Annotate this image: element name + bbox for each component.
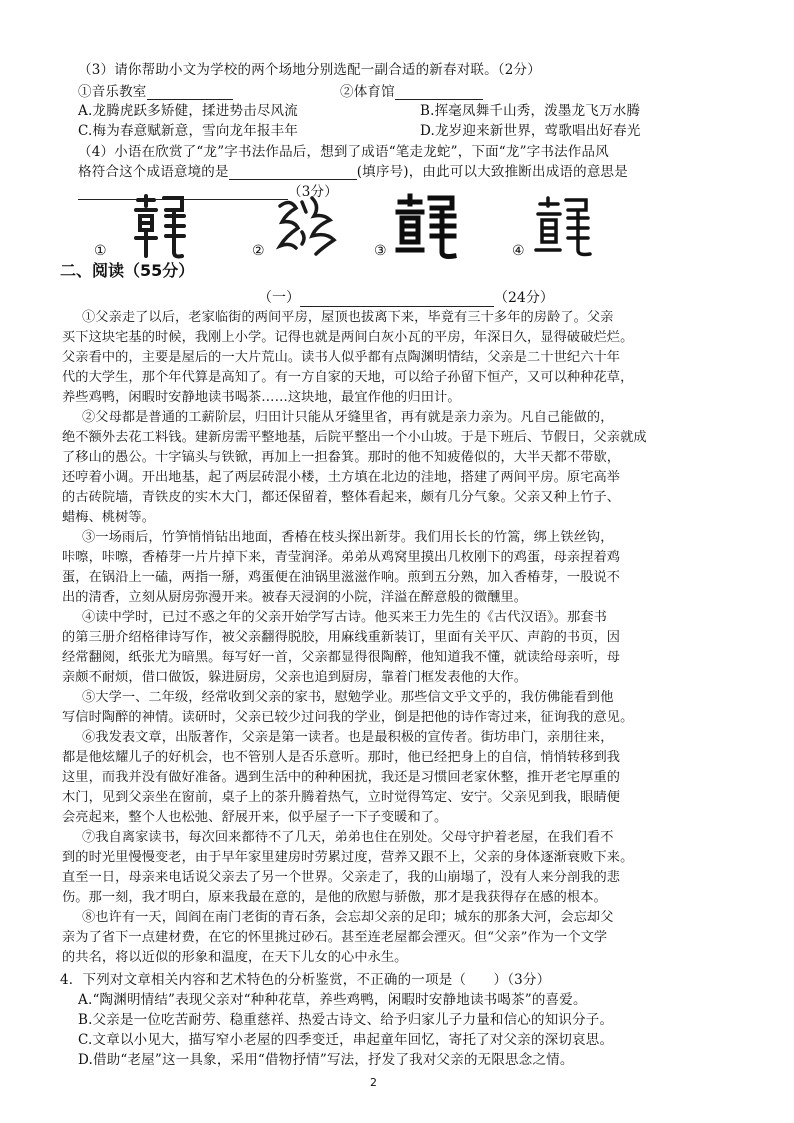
passage-line: ⑦我自离家读书，每次回来都待不了几天，弟弟也住在别处。父母守护着老屋，在我们看不 [82, 830, 614, 845]
passage-line: 直至一日，母亲来电话说父亲去了另一个世界。父亲走了，我的山崩塌了，没有人来分剖我的悲 [62, 870, 621, 885]
passage-line: 经常翻阅，纸张尤为暗黑。每写好一首，父亲都显得很陶醉，他知道我不懂，就读给母亲听，母 [62, 650, 621, 665]
passage-line: 亲颇不耐烦，借口做饭，躲进厨房，父亲也追到厨房，靠着门框发表他的大作。 [62, 670, 528, 685]
calligraphy-label-1: ① [94, 243, 107, 259]
passage-line: 代的大学生，那个年代算是高知了。有一方自家的天地，可以给子孙留下恒产，又可以种种花草， [62, 370, 634, 385]
calligraphy-label-4: ④ [512, 243, 525, 259]
q3-stem: （3）请你帮助小文为学校的两个场地分别选配一副合适的新春对联。（2分） [78, 62, 541, 78]
passage-line: 父亲看中的，主要是屋后的一大片荒山。读书人似乎都有点陶渊明情结，父亲是二十世纪六十年 [62, 350, 621, 365]
section-title: 二、阅读（55分） [60, 261, 195, 280]
q-reading4-stem: 4．下列对文章相关内容和艺术特色的分析鉴赏，不正确的一项是（ ）（3分） [60, 972, 551, 988]
q-reading4-option-b: B.父亲是一位吃苦耐劳、稳重慈祥、热爱古诗文、给予归家儿子力量和信心的知识分子。 [78, 1012, 614, 1028]
passage-line: 的第三册介绍格律诗写作，被父亲翻得脱胶，用麻线重新装订，里面有关平仄、声韵的书页，因 [62, 630, 621, 645]
passage-line: ④读中学时，已过不惑之年的父亲开始学写古诗。他买来王力先生的《古代汉语》。那套书 [82, 610, 607, 625]
passage-subtitle [258, 287, 554, 307]
q3-option-c: C.梅为春意赋新意，雪向龙年报丰年 [78, 123, 299, 139]
passage-line: ①父亲走了以后，老家临街的两间平房，屋顶也拔离下来，毕竟有三十多年的房龄了。父亲 [82, 310, 614, 325]
passage-line: 出的清香，立刻从厨房弥漫开来。被春天浸润的小院，洋溢在醉意般的微醺里。 [62, 590, 528, 605]
passage-line: 了移山的愚公。十字镐头与铁锨，再加上一担畚箕。那时的他不知疲倦似的，大半天都不带歇， [62, 450, 621, 465]
q3-gym [340, 80, 483, 100]
passage-line: ⑥我发表文章，出版著作，父亲是第一读者。也是最积极的宣传者。街坊串门，亲朋往来， [82, 730, 614, 745]
subtitle-score: （24分） [494, 290, 554, 306]
answer-blank-music[interactable] [147, 85, 233, 100]
q3-music-room [78, 80, 233, 100]
calligraphy-regular-dragon-image [392, 192, 462, 262]
q-reading4-option-a: A.“陶渊明情结”表现父亲对“种种花草，养些鸡鸭，闲暇时安静地读书喝茶”的喜爱。 [78, 992, 587, 1008]
passage-line: 绝不额外去花工料钱。建新房需平整地基，后院平整出一个小山坡。于是下班后、节假日，父亲就成 [62, 430, 647, 445]
q-reading4-option-d: D.借助“老屋”这一具象，采用“借物抒情”写法，抒发了我对父亲的无限思念之情。 [78, 1052, 574, 1068]
passage-line: 会亮起来，整个人也松弛、舒展开来，似乎屋子一下子变暖和了。 [62, 810, 448, 825]
passage-line: 亲为了省下一点建材费，在它的怀里挑过砂石。甚至连老屋都会湮灭。但“父亲”作为一个文学 [62, 930, 608, 945]
passage-line: 的古砖院墙，青铁皮的实木大门，都还保留着，整体看起来，颇有几分气象。父亲又种上竹子、 [62, 490, 621, 505]
q4-line2b: (填序号)，由此可以大致推断出成语的意思是 [356, 164, 628, 180]
passage-line: 蛋，在锅沿上一磕，两指一掰，鸡蛋便在油锅里滋滋作响。煎到五分熟，加入香椿芽，一股说不 [62, 570, 621, 585]
passage-line: 的共名，将以近似的形象和温度，在天下儿女的心中永生。 [62, 950, 408, 965]
subtitle-number: （一） [258, 290, 300, 306]
calligraphy-clerical-dragon-image [532, 192, 594, 262]
passage-line: 写信时陶醉的神情。读研时，父亲已较少过问我的学业，倒是把他的诗作寄过来，征询我的意见。 [62, 710, 634, 725]
q3-option-d: D.龙岁迎来新世界，莺歌唱出好春光 [420, 123, 641, 139]
passage-line: 伤。那一刻，我才明白，原来我最在意的，是他的欣慰与骄傲，那才是我获得存在感的根本。 [62, 890, 607, 905]
music-room-label: ①音乐教室 [78, 84, 147, 100]
q4-stem: （4）小语在欣赏了“龙”字书法作品后，想到了成语“笔走龙蛇”，下面“龙”字书法作品风 [78, 144, 609, 160]
calligraphy-seal-dragon-image [128, 192, 190, 262]
page-number: 2 [370, 1076, 377, 1089]
answer-blank-gym[interactable] [395, 85, 483, 100]
subtitle-blank [300, 292, 494, 307]
q4-line2a: 格符合这个成语意境的是 [78, 164, 229, 180]
calligraphy-cursive-dragon-image [272, 192, 342, 262]
answer-blank-number[interactable] [229, 165, 357, 180]
passage-line: ⑤大学一、二年级，经常收到父亲的家书，慰勉学业。那些信文乎文乎的，我仿佛能看到他 [82, 690, 614, 705]
passage-line: ⑧也许有一天，闾阎在南门老街的青石条，会忘却父亲的足印；城东的那条大河，会忘却父 [82, 910, 614, 925]
passage-line: ②父母都是普通的工薪阶层，归田计只能从牙缝里省，再有就是亲力亲为。凡自己能做的， [82, 410, 614, 425]
gym-label: ②体育馆 [340, 84, 395, 100]
q-reading4-option-c: C.文章以小见大，描写窄小老屋的四季变迁，串起童年回忆，寄托了对父亲的深切哀思。 [78, 1032, 614, 1048]
passage-line: 咔嚓，咔嚓，香椿芽一片片掉下来，青莹润泽。弟弟从鸡窝里摸出几枚刚下的鸡蛋，母亲捏着鸡 [62, 550, 621, 565]
calligraphy-label-2: ② [252, 243, 265, 259]
passage-line: ③一场雨后，竹笋悄悄钻出地面，香椿在枝头探出新芽。我们用长长的竹篙，绑上铁丝钩， [82, 530, 614, 545]
passage-line: 养些鸡鸭，闲暇时安静地读书喝茶……这块地，最宜作他的归田计。 [62, 390, 461, 405]
passage-line: 买下这块宅基的时候，我刚上小学。记得也就是两间白灰小瓦的平房，年深日久，显得破破烂烂。 [62, 330, 634, 345]
passage-line: 都是他炫耀儿子的好机会，也不管别人是否乐意听。那时，他已经把身上的自信，悄悄转移到我 [62, 750, 621, 765]
passage-line: 这里，而我并没有做好准备。遇到生活中的种种困扰，我还是习惯回老家休整，推开老宅厚重的 [62, 770, 621, 785]
passage-line: 还哼着小调。开出地基，起了两层砖混小楼，土方填在北边的洼地，搭建了两间平房。原宅高举 [62, 470, 621, 485]
q4-score: （3分） [288, 184, 338, 200]
passage-line: 到的时光里慢慢变老，由于早年家里建房时劳累过度，营养又跟不上，父亲的身体逐渐衰败下来。 [62, 850, 634, 865]
calligraphy-label-3: ③ [374, 243, 387, 259]
passage-line: 蜡梅、桃树等。 [62, 510, 156, 525]
passage-line: 木门，见到父亲坐在窗前，桌子上的茶升腾着热气，立时觉得笃定、安宁。父亲见到我，眼睛便 [62, 790, 621, 805]
q4-line2 [78, 160, 628, 180]
q3-option-a: A.龙腾虎跃多矫健，揉进势击尽风流 [78, 103, 298, 119]
q3-option-b: B.挥毫凤舞千山秀，泼墨龙飞万水腾 [420, 103, 641, 119]
